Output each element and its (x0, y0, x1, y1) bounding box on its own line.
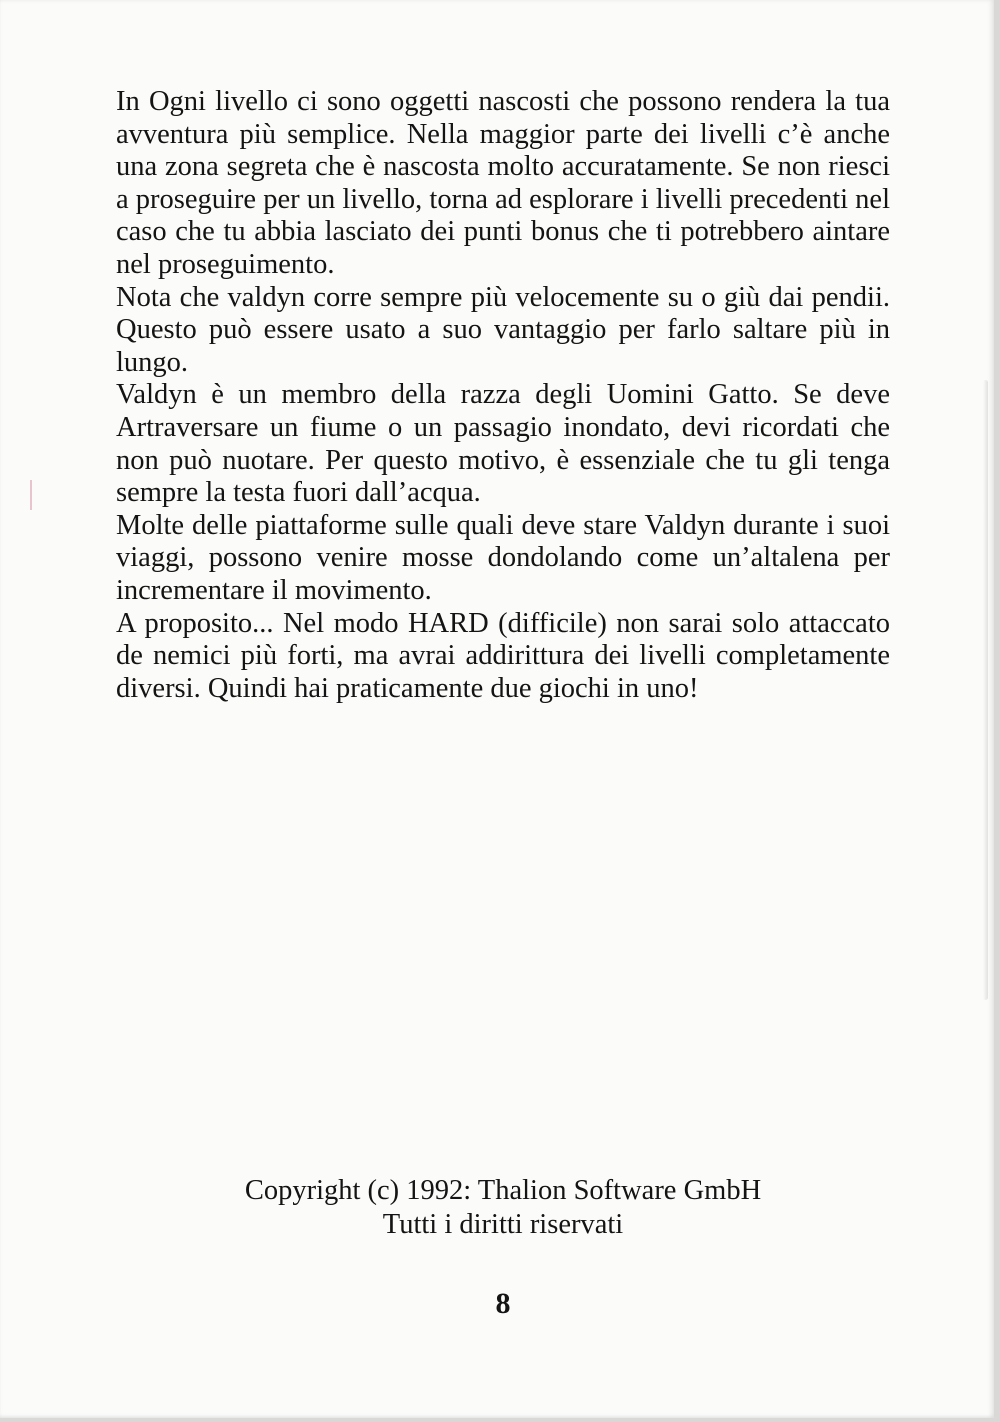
paragraph-platforms: Molte delle piattaforme sulle quali deve stare Valdyn durante i suoi viaggi, possono venire mosse dondolando come un’altalena per incrementare il movimento. (116, 509, 890, 606)
paragraph-swimming: Valdyn è un membro della razza degli Uomini Gatto. Se deve Artraversare un fiume o un passagio inondato, devi ricordati che non può nuotare. Per questo motivo, è essenziale che tu gli tenga sempre la testa fuori dall’acqua. (116, 379, 890, 509)
paragraph-hard-mode: A proposito... Nel modo HARD (difficile) non sarai solo attaccato de nemici più forti, ma avrai addirittura dei livelli completamente diversi. Quindi hai praticamente due giochi in uno! (116, 607, 890, 704)
page-fold-shadow (983, 380, 988, 1000)
ink-mark (30, 480, 32, 510)
copyright-line: Copyright (c) 1992: Thalion Software GmbH (244, 1175, 762, 1206)
page-number: 8 (495, 1287, 511, 1320)
paragraph-slopes: Nota che valdyn corre sempre più velocemente su o giù dai pendii. Questo può essere usato a suo vantaggio per farlo saltare più in lungo. (116, 281, 890, 378)
copyright-notice (116, 1174, 890, 1242)
body-text (116, 86, 890, 705)
rights-reserved-line: Tutti i diritti riservati (382, 1209, 624, 1240)
paragraph-hidden-objects: In Ogni livello ci sono oggetti nascosti che possono rendera la tua avventura più semplice. Nella maggior parte dei livelli c’è anche una zona segreta che è nascosta molto accuratamente. Se non riesci a proseguire per un livello, torna ad esplorare i livelli precedenti nel caso che tu abbia lasciato dei punti bonus che ti potrebbero aintare nel proseguimento. (116, 86, 890, 280)
